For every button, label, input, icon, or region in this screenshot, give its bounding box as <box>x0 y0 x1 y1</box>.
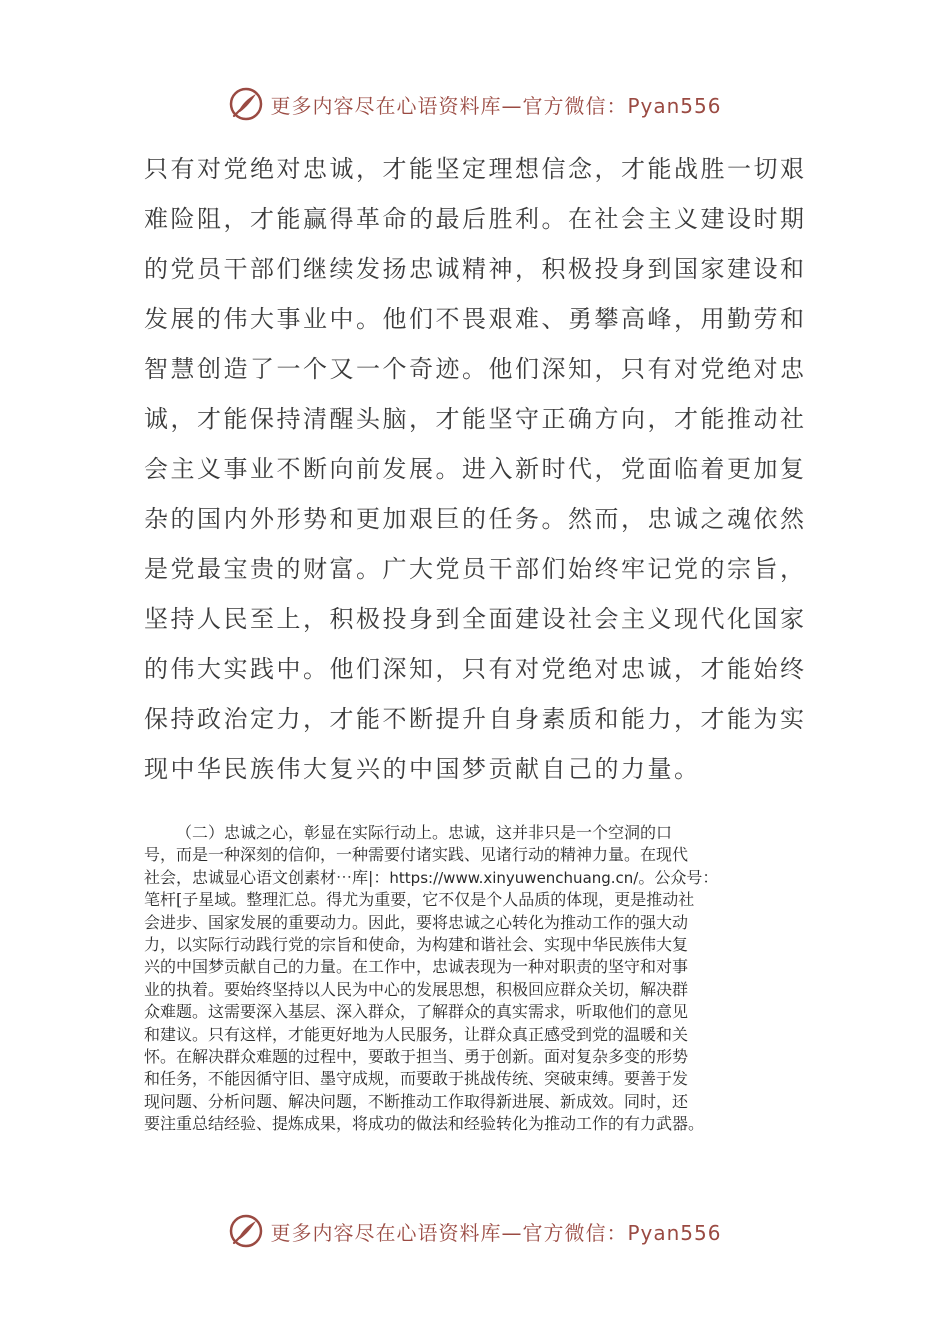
text-line: 和任务，不能因循守旧、墨守成规，而要敢于挑战传统、突破束缚。要善于发 <box>144 1069 689 1089</box>
text-fragment: 社会，忠诚显心语文创素材⋯库|： <box>144 867 390 887</box>
text-line: 笔杆[子星域。整理汇总。得尤为重要，它不仅是个人品质的体现，更是推动社 <box>144 890 695 910</box>
text-line: 业的执着。要始终坚持以人民为中心的发展思想，积极回应群众关切，解决群 <box>144 979 689 999</box>
text-line: 的伟大实践中。他们深知，只有对党绝对忠诚，才能始终 <box>144 655 807 683</box>
text-line: 发展的伟大事业中。他们不畏艰难、勇攀高峰，用勤劳和 <box>144 305 807 333</box>
text-line: 坚持人民至上，积极投身到全面建设社会主义现代化国家 <box>144 605 807 633</box>
text-line: 兴的中国梦贡献自己的力量。在工作中，忠诚表现为一种对职责的坚守和对事 <box>144 957 689 977</box>
text-line: 怀。在解决群众难题的过程中，要敢于担当、勇于创新。面对复杂多变的形势 <box>144 1046 689 1066</box>
paragraph-heading-line: （二）忠诚之心，彰显在实际行动上。忠诚，这并非只是一个空洞的口 <box>176 823 673 842</box>
text-line: 杂的国内外形势和更加艰巨的任务。然而，忠诚之魂依然 <box>144 505 807 533</box>
text-line: 要注重总结经验、提炼成果，将成功的做法和经验转化为推动工作的有力武器。 <box>144 1114 705 1134</box>
text-line: 会进步、国家发展的重要动力。因此，要将忠诚之心转化为推动工作的强大动 <box>144 912 689 932</box>
text-line: 诚，才能保持清醒头脑，才能坚守正确方向，才能推动社 <box>144 405 807 433</box>
quill-pen-logo-icon <box>228 1213 264 1249</box>
body-text-large <box>144 144 808 794</box>
text-line: 智慧创造了一个又一个奇迹。他们深知，只有对党绝对忠 <box>144 355 807 383</box>
text-line: 众难题。这需要深入基层、深入群众，了解群众的真实需求，听取他们的意见 <box>144 1002 689 1022</box>
website-url-link[interactable]: https://www.xinyuwenchuang.cn/ <box>389 868 639 887</box>
banner-text: 更多内容尽在心语资料库—官方微信：Pyan556 <box>270 1220 722 1245</box>
text-line: 是党最宝贵的财富。广大党员干部们始终牢记党的宗旨， <box>144 555 807 583</box>
text-line: 号，而是一种深刻的信仰，一种需要付诸实践、见诸行动的精神力量。在现代 <box>144 845 689 865</box>
text-line: 会主义事业不断向前发展。进入新时代，党面临着更加复 <box>144 455 807 483</box>
header-banner <box>0 84 950 124</box>
body-text-small <box>144 822 824 1135</box>
text-line: 只有对党绝对忠诚，才能坚定理想信念，才能战胜一切艰 <box>144 155 807 183</box>
text-line: 难险阻，才能赢得革命的最后胜利。在社会主义建设时期 <box>144 205 807 233</box>
banner-text: 更多内容尽在心语资料库—官方微信：Pyan556 <box>270 93 722 118</box>
text-line: 保持政治定力，才能不断提升自身素质和能力，才能为实 <box>144 705 807 733</box>
text-line: 和建议。只有这样，才能更好地为人民服务，让群众真正感受到党的温暖和关 <box>144 1024 689 1044</box>
text-line: 的党员干部们继续发扬忠诚精神，积极投身到国家建设和 <box>144 255 807 283</box>
text-line: 力，以实际行动践行党的宗旨和使命，为构建和谐社会、实现中华民族伟大复 <box>144 934 689 954</box>
text-line-with-link <box>144 867 824 889</box>
footer-banner <box>0 1211 950 1251</box>
text-line: 现中华民族伟大复兴的中国梦贡献自己的力量。 <box>144 755 701 783</box>
quill-pen-logo-icon <box>228 86 264 122</box>
text-fragment: 。公众号： <box>638 867 719 887</box>
text-line: 现问题、分析问题、解决问题，不断推动工作取得新进展、新成效。同时，还 <box>144 1091 689 1111</box>
